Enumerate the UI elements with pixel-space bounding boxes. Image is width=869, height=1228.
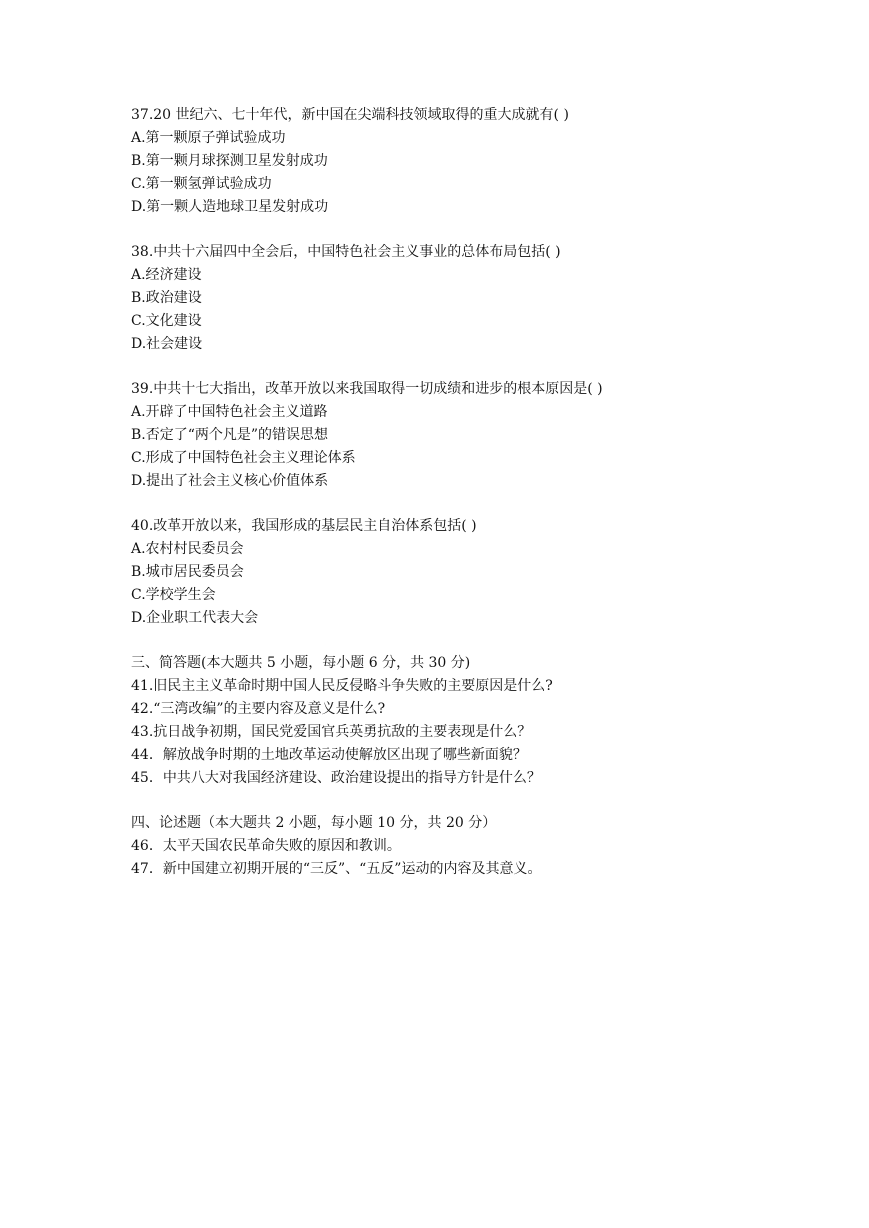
option-b: B.政治建设 bbox=[131, 290, 202, 306]
section-heading: 四、论述题（本大题共 2 小题，每小题 10 分，共 20 分） bbox=[131, 815, 497, 831]
question-37 bbox=[131, 104, 811, 219]
question-39 bbox=[131, 378, 811, 493]
short-answer-item: 41.旧民主主义革命时期中国人民反侵略斗争失败的主要原因是什么? bbox=[131, 678, 553, 694]
question-38 bbox=[131, 241, 811, 356]
section-heading: 三、简答题(本大题共 5 小题，每小题 6 分，共 30 分) bbox=[131, 655, 471, 671]
question-stem: 37.20 世纪六、七十年代，新中国在尖端科技领域取得的重大成就有( ) bbox=[131, 107, 569, 123]
option-d: D.提出了社会主义核心价值体系 bbox=[131, 473, 329, 489]
option-a: A.开辟了中国特色社会主义道路 bbox=[131, 404, 328, 420]
option-a: A.农村村民委员会 bbox=[131, 541, 244, 557]
question-40 bbox=[131, 515, 811, 630]
essay-item: 46．太平天国农民革命失败的原因和教训。 bbox=[131, 838, 401, 854]
option-c: C.文化建设 bbox=[131, 313, 202, 329]
option-a: A.第一颗原子弹试验成功 bbox=[131, 130, 286, 146]
option-b: B.城市居民委员会 bbox=[131, 564, 244, 580]
short-answer-item: 43.抗日战争初期，国民党爱国官兵英勇抗敌的主要表现是什么？ bbox=[131, 724, 532, 740]
short-answer-item: 45．中共八大对我国经济建设、政治建设提出的指导方针是什么？ bbox=[131, 770, 541, 786]
option-a: A.经济建设 bbox=[131, 267, 202, 283]
essay-section bbox=[131, 812, 811, 881]
essay-item: 47．新中国建立初期开展的“三反”、“五反”运动的内容及其意义。 bbox=[131, 861, 542, 877]
option-b: B.否定了“两个凡是”的错误思想 bbox=[131, 427, 329, 443]
document-content bbox=[131, 104, 811, 903]
option-b: B.第一颗月球探测卫星发射成功 bbox=[131, 153, 328, 169]
option-c: C.第一颗氢弹试验成功 bbox=[131, 176, 272, 192]
option-d: D.社会建设 bbox=[131, 336, 203, 352]
question-stem: 39.中共十七大指出，改革开放以来我国取得一切成绩和进步的根本原因是( ) bbox=[131, 381, 603, 397]
short-answer-section bbox=[131, 652, 811, 790]
option-c: C.形成了中国特色社会主义理论体系 bbox=[131, 450, 356, 466]
option-d: D.第一颗人造地球卫星发射成功 bbox=[131, 199, 329, 215]
question-stem: 38.中共十六届四中全会后，中国特色社会主义事业的总体布局包括( ) bbox=[131, 244, 561, 260]
option-d: D.企业职工代表大会 bbox=[131, 610, 259, 626]
option-c: C.学校学生会 bbox=[131, 587, 216, 603]
question-stem: 40.改革开放以来，我国形成的基层民主自治体系包括( ) bbox=[131, 518, 477, 534]
short-answer-item: 42.“三湾改编”的主要内容及意义是什么? bbox=[131, 701, 386, 717]
short-answer-item: 44．解放战争时期的土地改革运动使解放区出现了哪些新面貌？ bbox=[131, 747, 527, 763]
